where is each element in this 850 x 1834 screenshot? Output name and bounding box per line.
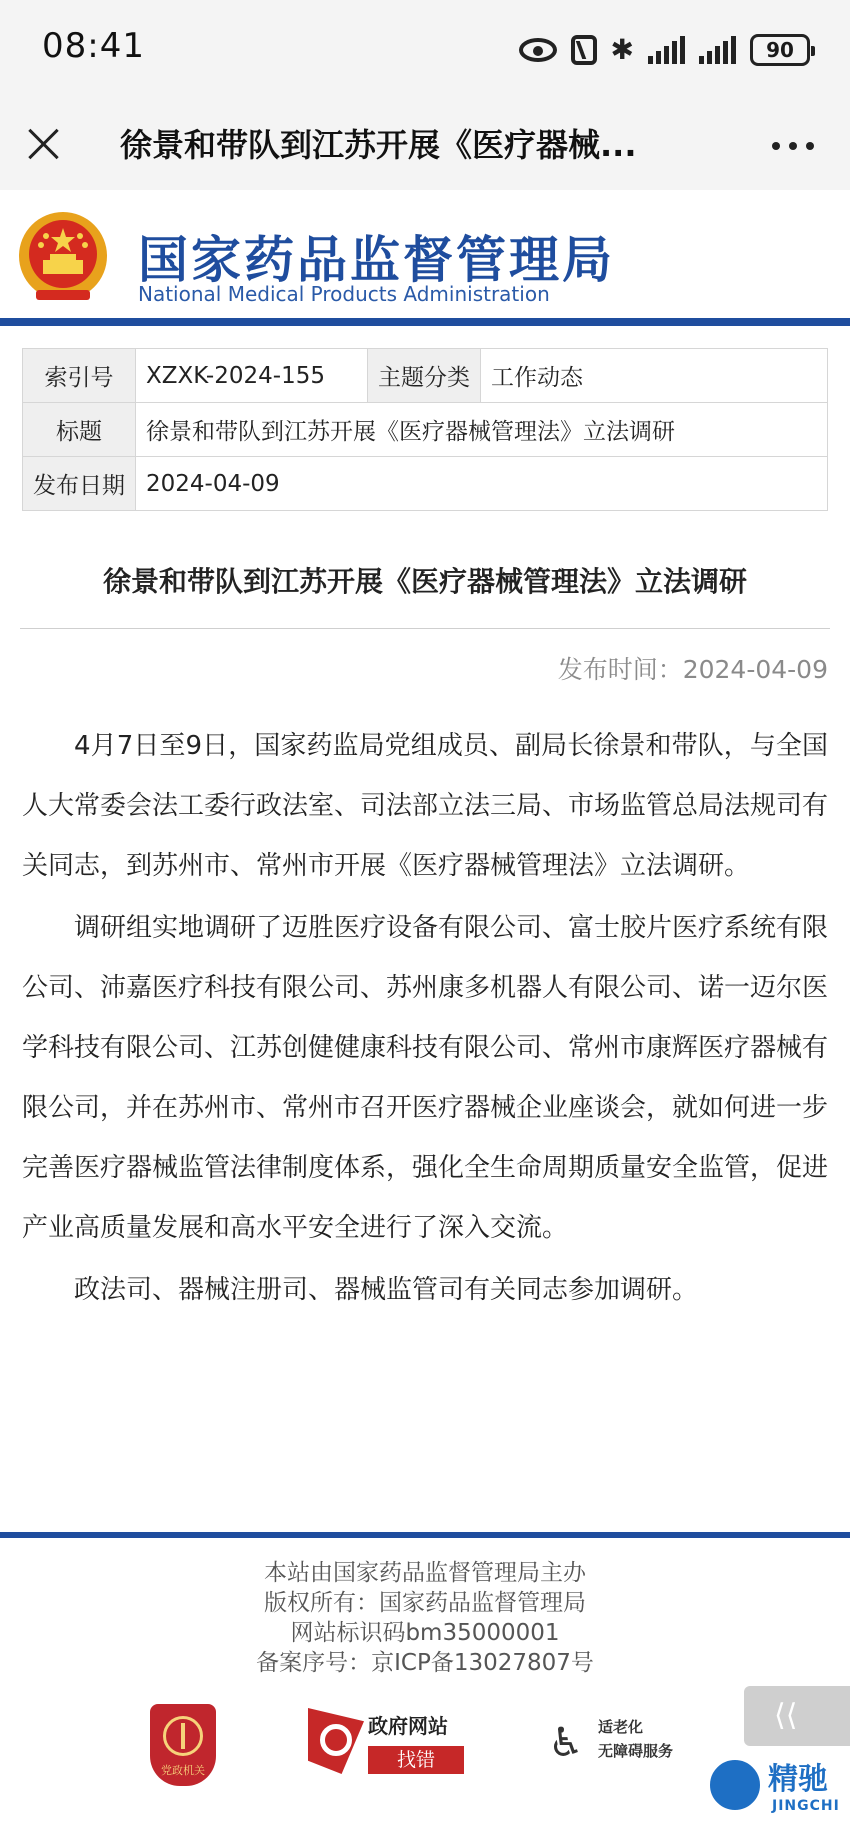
gov-badge-line2: 找错 [368,1746,464,1774]
table-row [23,349,828,403]
nfc-icon [571,35,597,65]
party-government-badge[interactable] [150,1704,216,1786]
article-title: 徐景和带队到江苏开展《医疗器械管理法》立法调研 [102,565,747,598]
metadata-table [22,348,828,511]
footer-info [0,1558,850,1678]
access-badge-line1: 适老化 [598,1718,644,1736]
party-badge-label: 党政机关 [161,1764,205,1777]
topic-value: 工作动态 [481,349,828,403]
index-value: XZXK-2024-155 [136,349,368,403]
status-icons [519,30,810,70]
eye-icon [519,38,557,62]
signal-icon-2 [699,36,736,64]
date-value: 2024-04-09 [136,457,828,511]
footer-site-code: 网站标识码bm35000001 [290,1620,560,1646]
site-name: 国家药品监督管理局 [138,231,615,289]
title-label: 标题 [23,403,136,457]
access-badge-line2: 无障碍服务 [598,1742,674,1760]
close-icon[interactable] [24,124,64,164]
accessibility-service-badge[interactable] [548,1712,674,1772]
footer-sponsor: 本站由国家药品监督管理局主办 [264,1560,586,1586]
footer-icp[interactable]: 备案序号：京ICP备13027807号 [256,1650,594,1676]
status-time: 08:41 [42,26,145,66]
watermark-en: JINGCHI [772,1798,840,1814]
site-name-english: National Medical Products Administration [138,282,550,306]
watermark-logo-icon [706,1756,764,1814]
bluetooth-icon: ✱ [610,33,634,66]
index-label: 索引号 [23,349,136,403]
party-emblem-icon [163,1716,203,1756]
paragraph: 调研组实地调研了迈胜医疗设备有限公司、富士胶片医疗系统有限公司、沛嘉医疗科技有限公司、苏州康多机器人有限公司、诺一迈尔医学科技有限公司、江苏创健健康科技有限公司、常州市康辉医疗器械有限公司，并在苏州市、常州市召开医疗器械企业座谈会，就如何进一步完善医疗器械监管法律制度体系，强化全生命周期质量安全监管，促进产业高质量发展和高水平安全进行了深入交流。 [22,913,829,1243]
table-row [23,403,828,457]
browser-title-bar [0,100,850,190]
date-label: 发布日期 [23,457,136,511]
magnifier-icon [308,1708,364,1774]
topic-label: 主题分类 [368,349,481,403]
national-emblem-icon [16,210,110,306]
title-value: 徐景和带队到江苏开展《医疗器械管理法》立法调研 [136,403,828,457]
back-to-top-tab[interactable]: ⟨⟨ [744,1686,850,1746]
title-divider [20,628,830,629]
table-row [23,457,828,511]
watermark [706,1750,846,1828]
more-options-icon[interactable] [772,142,814,150]
watermark-cn: 精驰 [768,1762,828,1797]
gov-badge-line1: 政府网站 [368,1714,448,1738]
status-bar [0,0,850,100]
page-title: 徐景和带队到江苏开展《医疗器械... [120,126,637,164]
paragraph: 4月7日至9日，国家药监局党组成员、副局长徐景和带队，与全国人大常委会法工委行政法室、司法部立法三局、市场监管总局法规司有关同志，到苏州市、常州市开展《医疗器械管理法》立法调研。 [22,731,829,881]
paragraph: 政法司、器械注册司、器械监管司有关同志参加调研。 [74,1275,699,1305]
header-divider [0,318,850,326]
wheelchair-icon: ♿ [548,1720,584,1766]
footer-divider [0,1532,850,1538]
footer-copyright: 版权所有：国家药品监督管理局 [264,1590,586,1616]
signal-icon [648,36,685,64]
gov-site-error-report-badge[interactable] [308,1704,468,1780]
article-body [22,716,828,1322]
site-header [0,190,850,320]
battery-icon: 90 [750,34,810,66]
publish-time: 发布时间：2024-04-09 [557,655,828,684]
